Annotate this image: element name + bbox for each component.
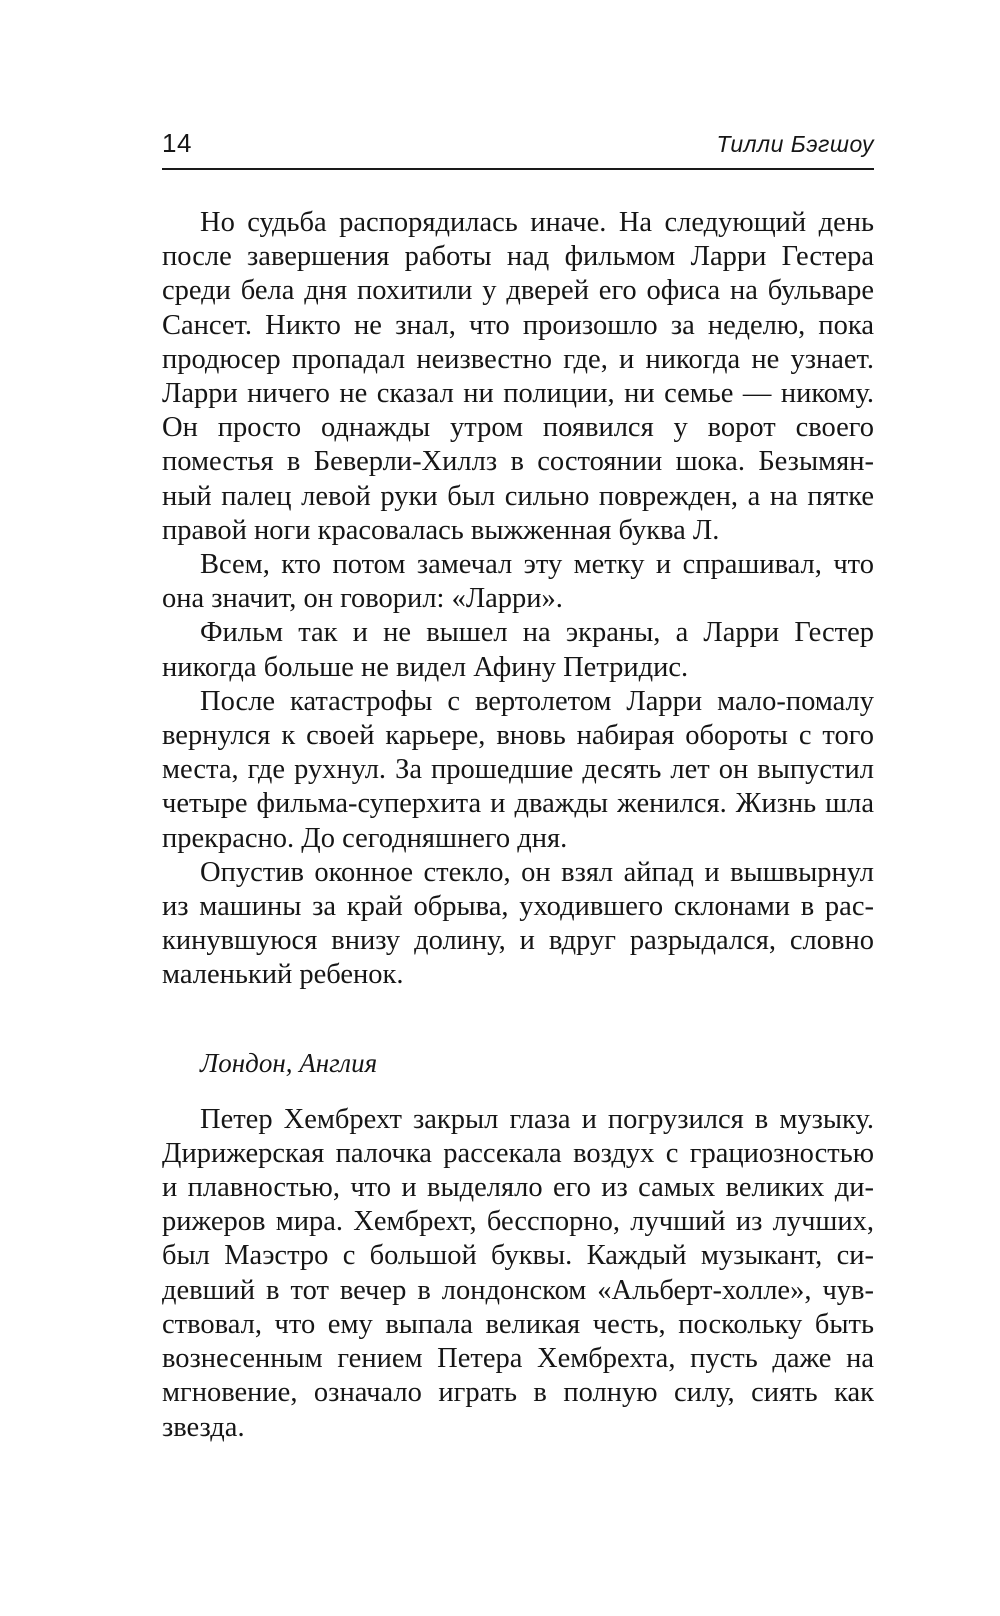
body-text (162, 206, 874, 1445)
paragraph: Всем, кто потом замечал эту метку и спрашивал, что она значит, он говорил: «Ларри». (162, 549, 874, 615)
running-head (162, 128, 874, 170)
paragraph: Петер Хембрехт закрыл глаза и погрузился в музыку. Дирижерская палочка рассекала воздух с грациозностью и плавностью, что и выделяло его из самых великих дирижеров мира. Хембрехт, бесспорно, лучший из лучших, был Маэстро с большой буквы. Каждый музыкант, сидевший в тот вечер в лондонском «Альберт-холле», чувствовал, что ему выпала великая честь, поскольку быть вознесенным гением Петера Хембрехта, пусть даже на мгновение, означало играть в полную силу, сиять как звезда. (162, 1103, 874, 1443)
paragraph: После катастрофы с вертолетом Ларри мало-помалу вернулся к своей карьере, вновь набирая обороты с того места, где рухнул. За прошедшие десять лет он выпустил четыре фильма-суперхита и дважды женился. Жизнь шла прекрасно. До сегодняшнего дня. (162, 685, 874, 854)
paragraph: Опустив оконное стекло, он взял айпад и вышвырнул из машины за край обрыва, уходившего склонами в раскинувшуюся внизу долину, и вдруг разрыдался, словно маленький ребенок. (162, 856, 874, 991)
running-title: Тилли Бэгшоу (716, 131, 874, 157)
book-page (162, 128, 874, 1445)
paragraph: Но судьба распорядилась иначе. На следующий день после завершения работы над фильмом Ларри Гестера среди бела дня похитили у дверей его офиса на бульваре Сансет. Никто не знал, что произошло за неделю, пока продюсер пропадал неизвестно где, и никогда не узнает. Ларри ничего не сказал ни полиции, ни семье — никому. Он просто однажды утром появился у ворот своего поместья в Беверли-Хиллз в состоянии шока. Безымянный палец левой руки был сильно поврежден, а на пятке правой ноги красовалась выжженная буква Л. (162, 207, 874, 546)
section-heading: Лондон, Англия (200, 1047, 378, 1078)
paragraph: Фильм так и не вышел на экраны, а Ларри Гестер никогда больше не видел Афину Петридис. (162, 617, 874, 683)
page-number: 14 (162, 128, 192, 158)
